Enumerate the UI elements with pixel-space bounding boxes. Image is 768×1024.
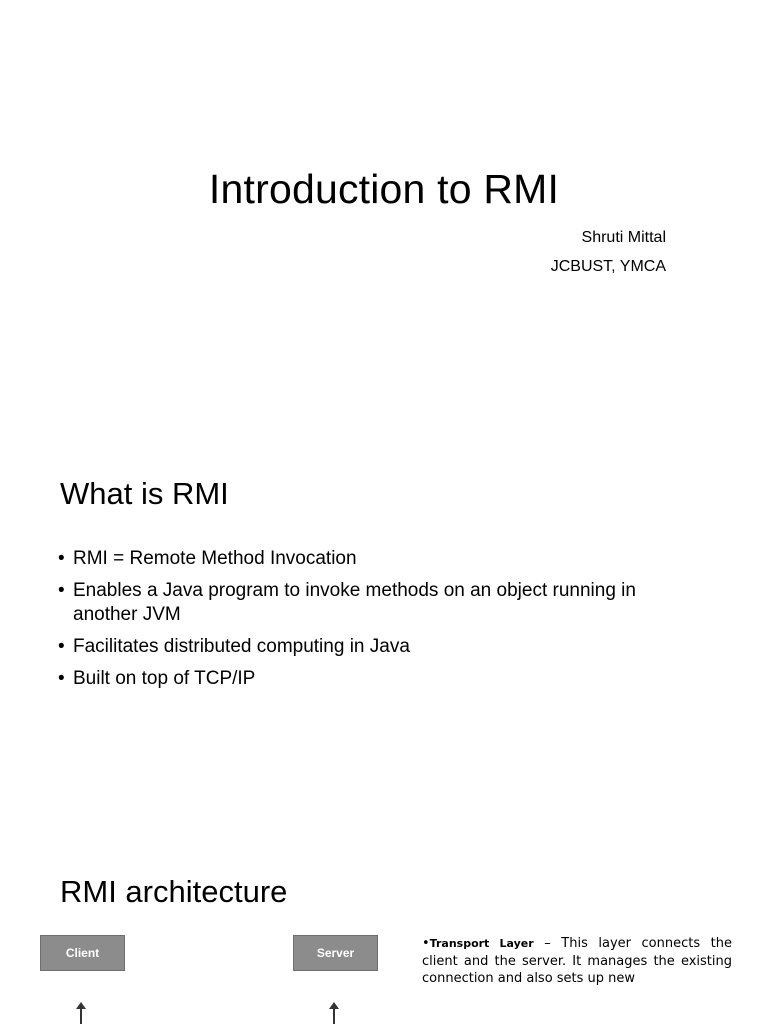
bullet-text: Built on top of TCP/IP — [73, 668, 256, 689]
bullet-text: Enables a Java program to invoke methods on an object running in another JVM — [73, 580, 636, 625]
bullet-item: • Built on top of TCP/IP — [58, 668, 256, 689]
up-arrow-icon — [80, 1008, 82, 1024]
what-is-rmi-slide — [0, 432, 768, 864]
transport-layer-description — [422, 935, 732, 988]
bullet-mark: • — [422, 936, 430, 951]
bullet-list — [58, 547, 698, 699]
transport-layer-term: Transport Layer — [429, 937, 534, 950]
title-slide — [0, 0, 768, 432]
transport-layer-text: – This layer connects the client and the server. It manages the existing connection and also sets up new — [422, 936, 732, 986]
slide-title: What is RMI — [60, 476, 229, 511]
bullet-item: • Facilitates distributed computing in Java — [58, 636, 410, 657]
bullet-item: • RMI = Remote Method Invocation — [58, 548, 357, 569]
author-name: Shruti Mittal — [581, 229, 666, 246]
slide-title: RMI architecture — [60, 874, 288, 909]
client-box: Client — [40, 935, 125, 971]
server-box: Server — [293, 935, 378, 971]
up-arrow-icon — [333, 1008, 335, 1024]
presentation-title: Introduction to RMI — [208, 166, 560, 212]
bullet-item: • Enables a Java program to invoke methods on an object running in another JVM — [58, 580, 636, 625]
rmi-architecture-slide — [0, 864, 768, 1024]
bullet-text: RMI = Remote Method Invocation — [73, 548, 357, 569]
bullet-text: Facilitates distributed computing in Java — [73, 636, 410, 657]
author-affiliation: JCBUST, YMCA — [550, 258, 666, 275]
